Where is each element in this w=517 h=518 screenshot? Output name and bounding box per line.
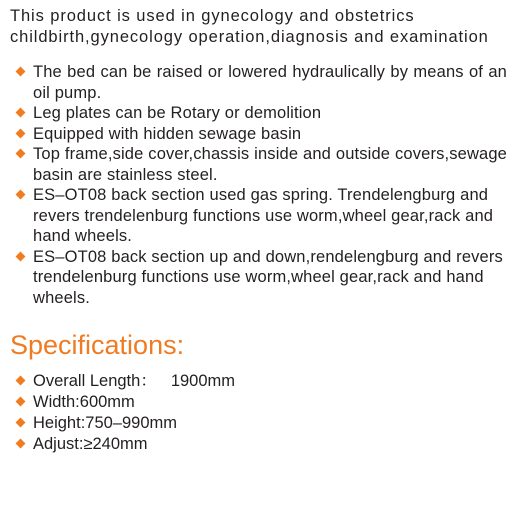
diamond-bullet-icon [16, 149, 26, 159]
specifications-heading: Specifications: [10, 330, 185, 360]
feature-text: ES–OT08 back section used gas spring. Trendelengburg and revers trendelenburg functions use worm,wheel gear,rack and hand wheels. [33, 186, 494, 245]
feature-item [10, 247, 507, 309]
diamond-bullet-icon [16, 439, 26, 449]
diamond-bullet-icon [16, 251, 26, 261]
spec-item-overall-length [10, 371, 507, 392]
diamond-bullet-icon [16, 418, 26, 428]
spec-label: Width: [33, 393, 80, 411]
feature-text: Top frame,side cover,chassis inside and outside covers,sewage basin are stainless steel. [33, 145, 507, 184]
spec-value: 1900mm [170, 372, 236, 390]
feature-text: The bed can be raised or lowered hydraulically by means of an oil pump. [33, 63, 507, 102]
specifications-list [10, 371, 507, 455]
spec-value: 600mm [79, 393, 135, 411]
feature-text: Leg plates can be Rotary or demolition [33, 104, 322, 122]
feature-text: Equipped with hidden sewage basin [33, 124, 302, 143]
diamond-bullet-icon [16, 397, 26, 407]
spec-item-adjust [10, 434, 507, 455]
diamond-bullet-icon [16, 128, 26, 138]
spec-value: ≥240mm [83, 435, 148, 453]
diamond-bullet-icon [16, 376, 26, 386]
spec-value: 750–990mm [85, 414, 178, 432]
feature-item [10, 185, 507, 247]
feature-list [10, 62, 507, 308]
spec-item-width [10, 392, 507, 413]
diamond-bullet-icon [16, 108, 26, 118]
diamond-bullet-icon [16, 190, 26, 200]
feature-item [10, 62, 507, 103]
spec-item-height [10, 413, 507, 434]
feature-item [10, 144, 507, 185]
intro-paragraph: This product is used in gynecology and obstetrics childbirth,gynecology operation,diagnosis and examination [10, 7, 489, 46]
spec-label: Adjust: [33, 435, 84, 453]
feature-item [10, 103, 507, 124]
diamond-bullet-icon [16, 67, 26, 77]
feature-item [10, 124, 507, 145]
feature-text: ES–OT08 back section up and down,rendelengburg and revers trendelenburg functions use worm,wheel gear,rack and hand wheels. [33, 247, 503, 307]
spec-label: Overall Length： [33, 372, 157, 390]
spec-label: Height: [33, 414, 86, 432]
